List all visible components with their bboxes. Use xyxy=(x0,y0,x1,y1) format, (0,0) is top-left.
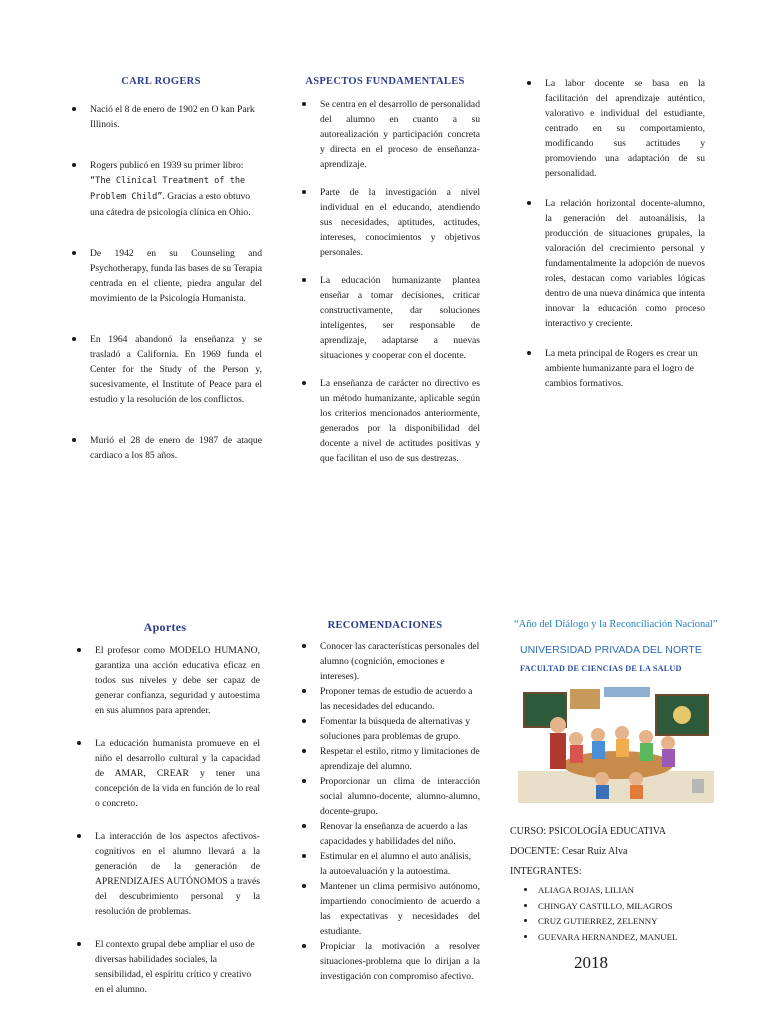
list-item: Respetar el estilo, ritmo y limitaciones de aprendizaje del alumno. xyxy=(320,746,480,772)
list-item: La meta principal de Rogers es crear un ambiente humanizante para el logro de cambios formativos. xyxy=(545,346,705,391)
list-item: Mantener un clima permisivo autónomo, impartiendo conocimiento de acuerdo a las expectativas y necesidades del estudiante. xyxy=(320,881,480,937)
list-item: Conocer las características personales del alumno (cognición, emociones e intereses). xyxy=(320,641,480,682)
list-item: La educación humanizante plantea enseñar a tomar decisiones, criticar constructivamente, dar soluciones inteligentes, ser responsable de aprendizaje, adaptarse a nuevas situaciones y cooperar con el docente. xyxy=(320,275,480,361)
aspectos-column xyxy=(300,76,480,466)
list-item: Fomentar la búsqueda de alternativas y soluciones para problemas de grupo. xyxy=(320,714,480,744)
carl-rogers-column xyxy=(70,76,262,463)
aportes-list xyxy=(95,643,260,997)
aspectos-heading: ASPECTOS FUNDAMENTALES xyxy=(305,76,465,87)
aportes-heading: Aportes xyxy=(143,620,187,634)
classroom-illustration xyxy=(518,683,714,803)
aspectos-list xyxy=(320,97,480,466)
recomendaciones-heading: RECOMENDACIONES xyxy=(327,620,443,631)
list-item: Proporcionar un clima de interacción social alumno-docente, alumno-alumno, docente-grupo. xyxy=(320,776,480,817)
list-item: ALIAGA ROJAS, LILIAN xyxy=(538,883,720,899)
list-item: El profesor como MODELO HUMANO, garantiza una acción educativa eficaz en todos sus niveles y debe ser capaz de generar confianza, seguridad y autoestima en sus alumnos para aprender. xyxy=(95,645,260,716)
list-item: Estimular en el alumno el auto análisis, la autoevaluación y la autoestima. xyxy=(320,849,480,879)
list-item: Nació el 8 de enero de 1902 en O kan Park Illinois. xyxy=(90,102,262,132)
faculty-name: FACULTAD DE CIENCIAS DE LA SALUD xyxy=(520,664,682,673)
aportes-column xyxy=(75,620,260,997)
list-item: Rogers publicó en 1939 su primer libro: “The Clinical Treatment of the Problem Child”. Gracias a esto obtuvo una cátedra de psicología clínica en Ohio. xyxy=(90,158,262,220)
year-label: 2018 xyxy=(574,953,608,972)
list-item: Parte de la investigación a nivel individual en el educando, atendiendo sus necesidades, aptitudes, actitudes, intereses, conocimientos y objetivos personales. xyxy=(320,187,480,258)
list-item: Renovar la enseñanza de acuerdo a las capacidades y habilidades del niño. xyxy=(320,819,480,849)
university-name: UNIVERSIDAD PRIVADA DEL NORTE xyxy=(520,644,702,656)
year-title: “Año del Diálogo y la Reconciliación Nacional” xyxy=(514,619,718,630)
list-item: La interacción de los aspectos afectivos-cognitivos en el alumno llevará a la generación de la generación de APRENDIZAJES AUTÓNOMOS a través del descubrimiento personal y la resolución de problemas. xyxy=(95,831,260,917)
carl-rogers-list xyxy=(90,102,262,463)
list-item: CHINGAY CASTILLO, MILAGROS xyxy=(538,899,720,915)
list-item: GUEVARA HERNANDEZ, MANUEL xyxy=(538,930,720,946)
members-label: INTEGRANTES: xyxy=(510,866,582,877)
rogers-continued-list xyxy=(545,76,705,391)
list-item: Proponer temas de estudio de acuerdo a las necesidades del educando. xyxy=(320,684,480,714)
list-item: La educación humanista promueve en el niño el desarrollo cultural y la capacidad de AMAR, CREAR y tener una concepción de la vida en función de lo real o concreto. xyxy=(95,738,260,809)
list-item: La relación horizontal docente-alumno, la generación del autoanálisis, la producción de situaciones grupales, la valoración del crecimiento personal y fundamentalmente la adopción de nuevos roles, destacan como variables lógicas dentro de una nueva dinámica que intenta innovar la educación como proceso interactivo y creciente. xyxy=(545,198,705,329)
list-item: La labor docente se basa en la facilitación del aprendizaje auténtico, valorativo e individual del estudiante, centrado en su comportamiento, modificando sus actitudes y promoviendo una adaptación de su personalidad. xyxy=(545,78,705,179)
list-item: CRUZ GUTIERREZ, ZELENNY xyxy=(538,914,720,930)
list-item: Propiciar la motivación a resolver situaciones-problema que lo dirijan a la investigación con compromiso afectivo. xyxy=(320,941,480,982)
cover-column xyxy=(510,618,720,973)
list-item: En 1964 abandonó la enseñanza y se trasladó a California. En 1969 funda el Center for the Study of the Person y, sucesivamente, el Institute of Peace para el estudio y la resolución de los conflictos. xyxy=(90,334,262,405)
teacher-label: DOCENTE: Cesar Ruiz Alva xyxy=(510,846,628,857)
list-item: Murió el 28 de enero de 1987 de ataque cardiaco a los 85 años. xyxy=(90,435,262,461)
course-label: CURSO: PSICOLOGÍA EDUCATIVA xyxy=(510,826,666,837)
rogers-continued-column xyxy=(525,76,705,391)
list-item: El contexto grupal debe ampliar el uso de diversas habilidades sociales, la sensibilidad, el espíritu crítico y creativo en el alumno. xyxy=(95,937,260,997)
list-item: Se centra en el desarrollo de personalidad del alumno en cuanto a su autorealización y participación concreta y directa en el proceso de enseñanza-aprendizaje. xyxy=(320,99,480,170)
members-list xyxy=(538,883,720,945)
carl-rogers-heading: CARL ROGERS xyxy=(121,76,201,87)
recomendaciones-column xyxy=(300,620,480,984)
list-item: La enseñanza de carácter no directivo es un método humanizante, aplicable según los criterios mencionados anteriormente, generados por la disponibilidad del docente a nivel de actitudes positivas y que facilitan el uso de sus destrezas. xyxy=(320,378,480,464)
recomendaciones-list xyxy=(320,639,480,984)
list-item: De 1942 en su Counseling and Psychotherapy, funda las bases de su Terapia centrada en el cliente, piedra angular del movimiento de la Psicología Humanista. xyxy=(90,248,262,304)
